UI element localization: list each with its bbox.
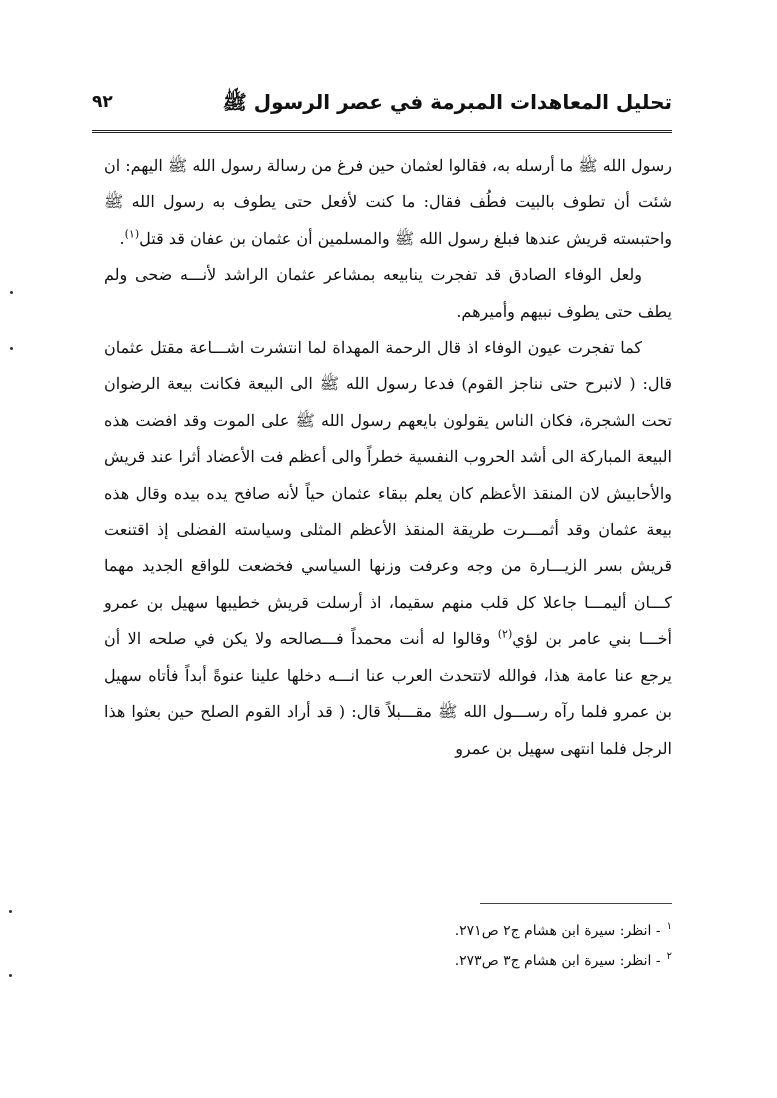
footnote-reference: (١)	[124, 227, 140, 241]
scan-speck	[10, 347, 13, 350]
scan-speck	[10, 291, 13, 294]
paragraph-text: وقالوا له أنت محمداً فـــصالحه ولا يكن في صلحه الا أن يرجع عنا عامة هذا، فوالله لاتتحدث العرب عنا انـــه دخلها علينا عنوةً أبداً فأتاه سهيل بن عمرو فلما رآه رســـول الله ﷺ مقـــبلاً قال: ( قد أراد القوم الصلح حين بعثوا هذا الرجل فلما انتهى سهيل بن عمرو	[104, 629, 672, 758]
footnotes	[104, 916, 672, 976]
page-header	[92, 90, 672, 120]
footnote-text: - انظر: سيرة ابن هشام ج٢ ص٢٧١.	[454, 923, 661, 939]
footnote-reference: (٢)	[497, 627, 513, 641]
paragraph	[104, 257, 672, 330]
body-text	[104, 148, 672, 767]
running-title: تحليل المعاهدات المبرمة في عصر الرسول ﷺ	[222, 90, 672, 114]
footnote-number: ١	[666, 921, 672, 933]
paragraph-text: ولعل الوفاء الصادق قد تفجرت ينابيعه بمشاعر عثمان الراشد لأنـــه ضحى ولم يطف حتى يطوف نبيهم وأميرهم.	[104, 265, 672, 321]
footnote-separator	[480, 903, 672, 904]
paragraph-text: .	[119, 228, 125, 248]
footnote-text: - انظر: سيرة ابن هشام ج٣ ص٢٧٣.	[454, 953, 661, 969]
scan-speck	[9, 910, 12, 913]
scan-speck	[9, 974, 12, 977]
header-rule	[92, 130, 672, 133]
paragraph	[104, 148, 672, 257]
paragraph-text: كما تفجرت عيون الوفاء اذ قال الرحمة المهداة لما انتشرت اشـــاعة مقتل عثمان قال: ( لانبرح حتى نناجز القوم) فدعا رسول الله ﷺ الى البيعة فكانت بيعة الرضوان تحت الشجرة، فكان الناس يقولون بايعهم رسول الله ﷺ على الموت وقد افضت هذه البيعة المباركة الى أشد الحروب النفسية خطراً والى أعظم فت الأعضاد أثرا عند قريش والأحابيش لان المنقذ الأعظم كان يعلم ببقاء عثمان حياً لأنه صافح يده بيده وقال هذه بيعة عثمان وقد أثمـــرت طريقة المنقذ الأعظم المثلى وسياسته الفضلى إذ اقتنعت قريش بسر الزيـــارة من وجه وعرفت وزنها السياسي فخضعت للواقع الجديد مهما كـــان أليمـــا جاعلا كل قلب منهم سقيما، اذ أرسلت قريش خطيبها سهيل بن عمرو أخـــا بني عامر بن لؤي	[104, 338, 673, 649]
paragraph-text: رسول الله ﷺ ما أرسله به، فقالوا لعثمان حين فرغ من رسالة رسول الله ﷺ اليهم: ان شئت أن تطوف بالبيت فطُف فقال: ما كنت لأفعل حتى يطوف به رسول الله ﷺ واحتبسته قريش عندها فبلغ رسول الله ﷺ والمسلمين أن عثمان بن عفان قد قتل	[104, 156, 672, 248]
footnote	[104, 916, 672, 946]
footnote	[104, 946, 672, 976]
paragraph	[104, 330, 672, 767]
page-number: ٩٢	[92, 92, 113, 112]
footnote-number: ٢	[666, 951, 672, 963]
